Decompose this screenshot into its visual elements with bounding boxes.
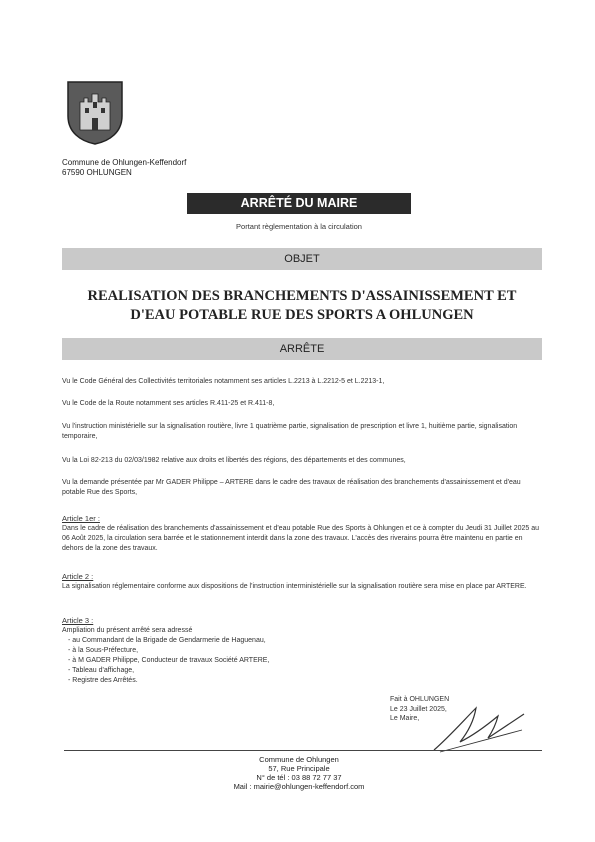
- footer-phone: N° de tél : 03 88 72 77 37: [256, 773, 342, 782]
- footer-email: Mail : mairie@ohlungen-keffendorf.com: [233, 782, 365, 791]
- commune-name: Commune de Ohlungen-Keffendorf: [62, 158, 187, 167]
- document-title: ARRÊTÉ DU MAIRE: [187, 193, 411, 214]
- ampliation-item: - Registre des Arrêtés.: [68, 677, 138, 684]
- considerant-2: Vu le Code de la Route notamment ses articles R.411-25 et R.411-8,: [62, 400, 275, 407]
- main-title-line-1: REALISATION DES BRANCHEMENTS D'ASSAINISSEMENT ET: [87, 288, 517, 304]
- signature-role: Le Maire,: [390, 715, 420, 722]
- article-2: [62, 572, 544, 592]
- objet-section-bar: OBJET: [62, 248, 542, 270]
- considerant-3: Vu l'instruction ministérielle sur la signalisation routière, livre 1 quatrième partie, signalisation de prescription et livre 1, huitième partie, signalisation temporaire,: [62, 423, 518, 440]
- handwritten-signature: [430, 696, 526, 756]
- main-title: [60, 287, 544, 325]
- article-1-text: Dans le cadre de réalisation des branchements d'assainissement et d'eau potable Rue des Sports à Ohlungen et ce à compter du Jeudi 31 Juillet 2025 au 06 Août 2025, la circulation sera barrée et le stationnement interdit dans la zone des travaux. L'accès des riverains pourra être maintenu en partie en dehors de la zone des travaux.: [62, 525, 540, 552]
- article-2-text: La signalisation réglementaire conforme aux dispositions de l'instruction interministérielle sur la signalisation routière sera mise en place par ARTERE.: [62, 583, 527, 590]
- document-subtitle: Portant règlementation à la circulation: [236, 222, 362, 231]
- commune-crest-logo: [66, 80, 124, 146]
- ampliation-list: [62, 636, 544, 686]
- footer-divider: [64, 750, 542, 751]
- considerant-4: Vu la Loi 82-213 du 02/03/1982 relative aux droits et libertés des régions, des départements et des communes,: [62, 457, 406, 464]
- main-title-line-2: D'EAU POTABLE RUE DES SPORTS A OHLUNGEN: [130, 307, 474, 323]
- footer-commune: Commune de Ohlungen: [259, 755, 339, 764]
- signature-date: Le 23 Juillet 2025,: [390, 705, 447, 713]
- article-1-heading: Article 1er :: [62, 514, 100, 523]
- arrete-section-bar: ARRÊTE: [62, 338, 542, 360]
- footer-street: 57, Rue Principale: [268, 764, 330, 773]
- article-3-intro: Ampliation du présent arrêté sera adressé: [62, 627, 193, 634]
- article-3: [62, 616, 544, 686]
- ampliation-item: - à la Sous-Préfecture,: [68, 647, 139, 654]
- considerant-1: Vu le Code Général des Collectivités territoriales notamment ses articles L.2213 à L.2212-5 et L.2213-1,: [62, 378, 385, 385]
- ampliation-item: - au Commandant de la Brigade de Gendarmerie de Haguenau,: [68, 637, 266, 644]
- article-3-heading: Article 3 :: [62, 616, 94, 625]
- ampliation-item: - à M GADER Philippe, Conducteur de travaux Société ARTERE,: [68, 657, 270, 664]
- signature-place: Fait à OHLUNGEN: [390, 696, 450, 703]
- commune-postcode: 67590 OHLUNGEN: [62, 168, 132, 177]
- commune-address-header: [62, 158, 186, 178]
- footer-address: [160, 755, 438, 791]
- considerant-5: Vu la demande présentée par Mr GADER Philippe – ARTERE dans le cadre des travaux de réalisation des branchements d'assainissement et d'eau potable Rue des Sports,: [62, 479, 521, 496]
- ampliation-item: - Tableau d'affichage,: [68, 667, 135, 674]
- article-2-heading: Article 2 :: [62, 572, 94, 581]
- article-1: [62, 514, 544, 554]
